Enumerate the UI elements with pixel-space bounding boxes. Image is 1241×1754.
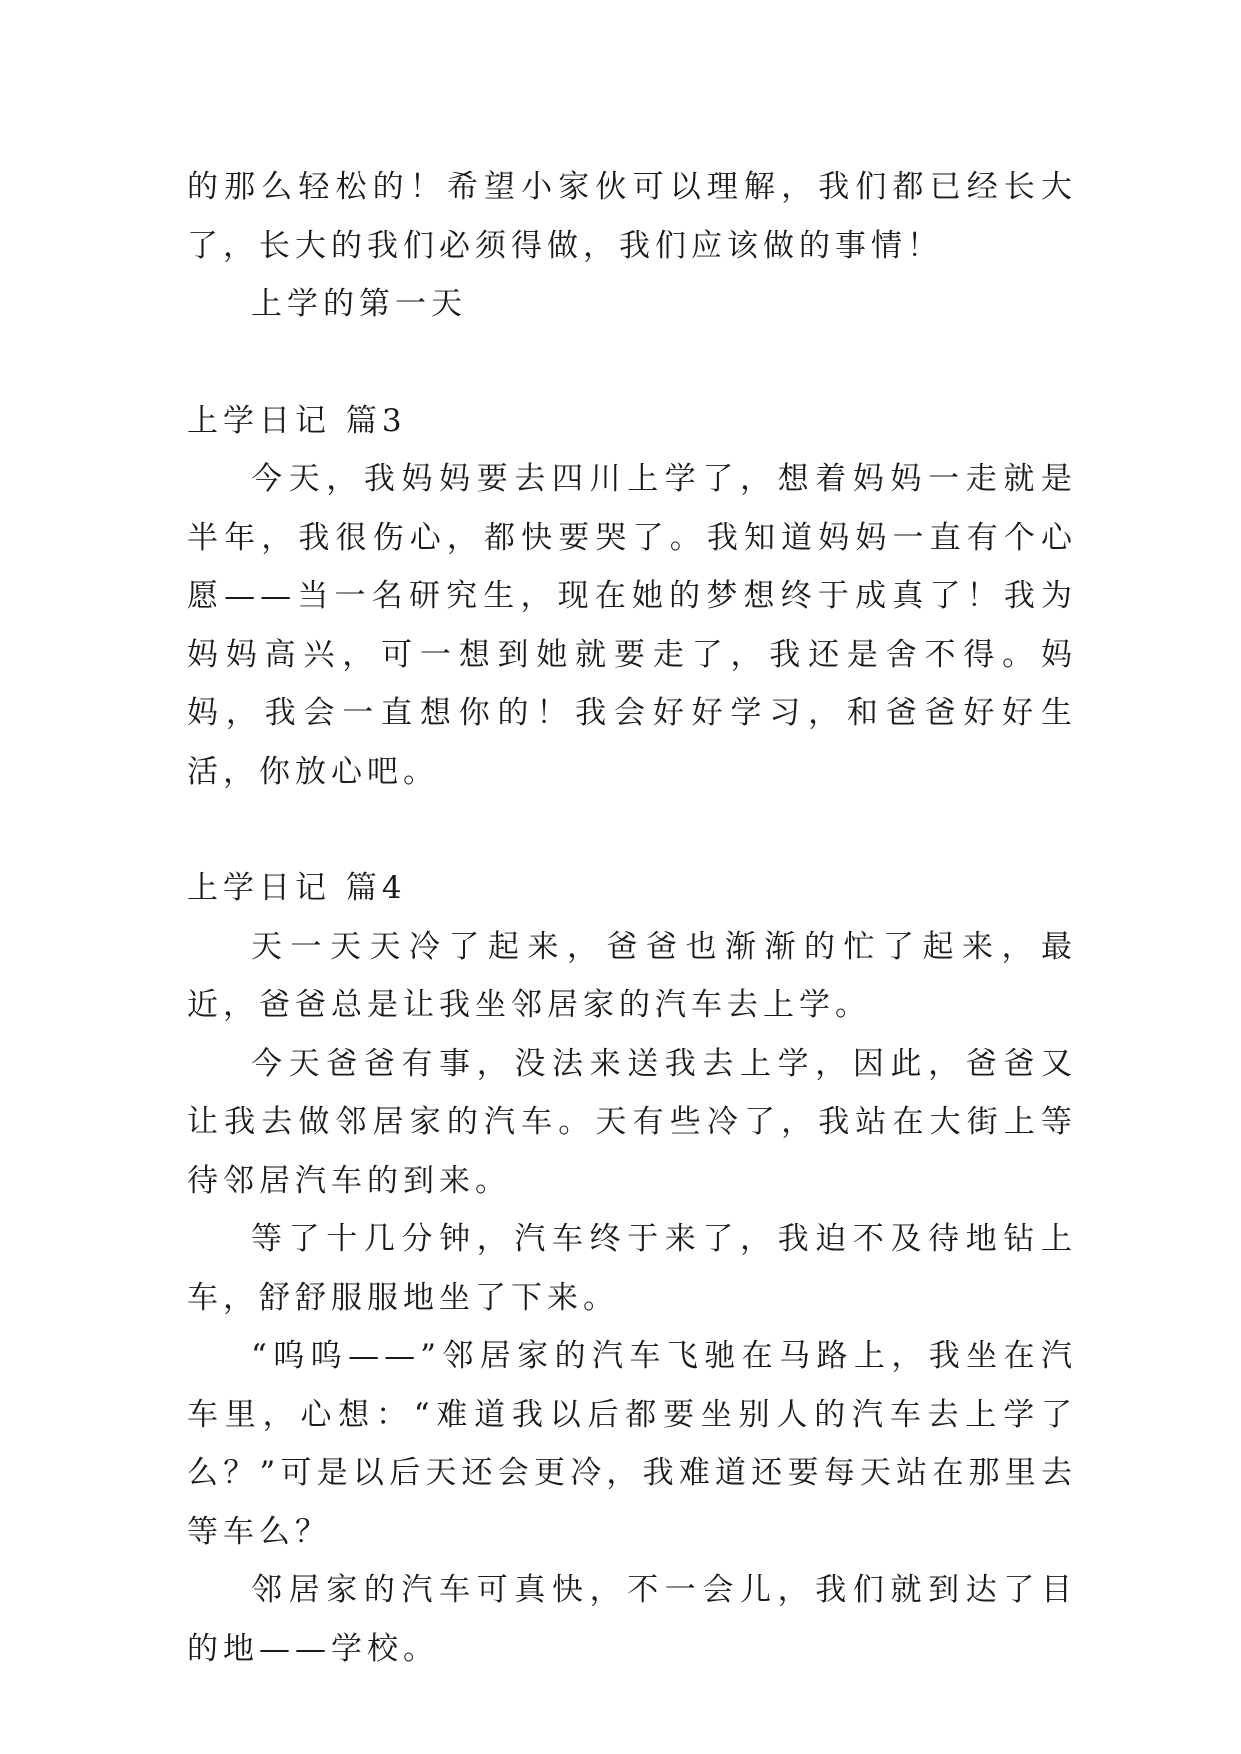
- section-heading-4: 上学日记 篇4: [187, 870, 407, 906]
- section-gap: [187, 801, 1077, 859]
- document-body: [187, 158, 1077, 1678]
- paragraph-s4-4: “呜呜——”邻居家的汽车飞驰在马路上，我坐在汽车里，心想：“难道我以后都要坐别人的汽车去上学了么？”可是以后天还会更冷，我难道还要每天站在那里去等车么？: [187, 1338, 1077, 1550]
- section-gap: [187, 334, 1077, 392]
- paragraph-intro-continuation: 的那么轻松的！希望小家伙可以理解，我们都已经长大了，长大的我们必须得做，我们应该做的事情！: [187, 169, 1077, 264]
- section-heading-3: 上学日记 篇3: [187, 402, 407, 439]
- paragraph-s3-1: 今天，我妈妈要去四川上学了，想着妈妈一走就是半年，我很伤心，都快要哭了。我知道妈妈一直有个心愿——当一名研究生，现在她的梦想终于成真了！我为妈妈高兴，可一想到她就要走了，我还是舍不得。妈妈，我会一直想你的！我会好好学习，和爸爸好好生活，你放心吧。: [187, 461, 1077, 790]
- paragraph-s4-1: 天一天天冷了起来，爸爸也渐渐的忙了起来，最近，爸爸总是让我坐邻居家的汽车去上学。: [187, 928, 1077, 1023]
- paragraph-s4-3: 等了十几分钟，汽车终于来了，我迫不及待地钻上车，舒舒服服地坐了下来。: [187, 1221, 1077, 1316]
- paragraph-intro-title-line: 上学的第一天: [251, 286, 467, 322]
- paragraph-s4-5: 邻居家的汽车可真快，不一会儿，我们就到达了目的地——学校。: [187, 1572, 1077, 1667]
- paragraph-s4-2: 今天爸爸有事，没法来送我去上学，因此，爸爸又让我去做邻居家的汽车。天有些冷了，我站在大街上等待邻居汽车的到来。: [187, 1045, 1077, 1199]
